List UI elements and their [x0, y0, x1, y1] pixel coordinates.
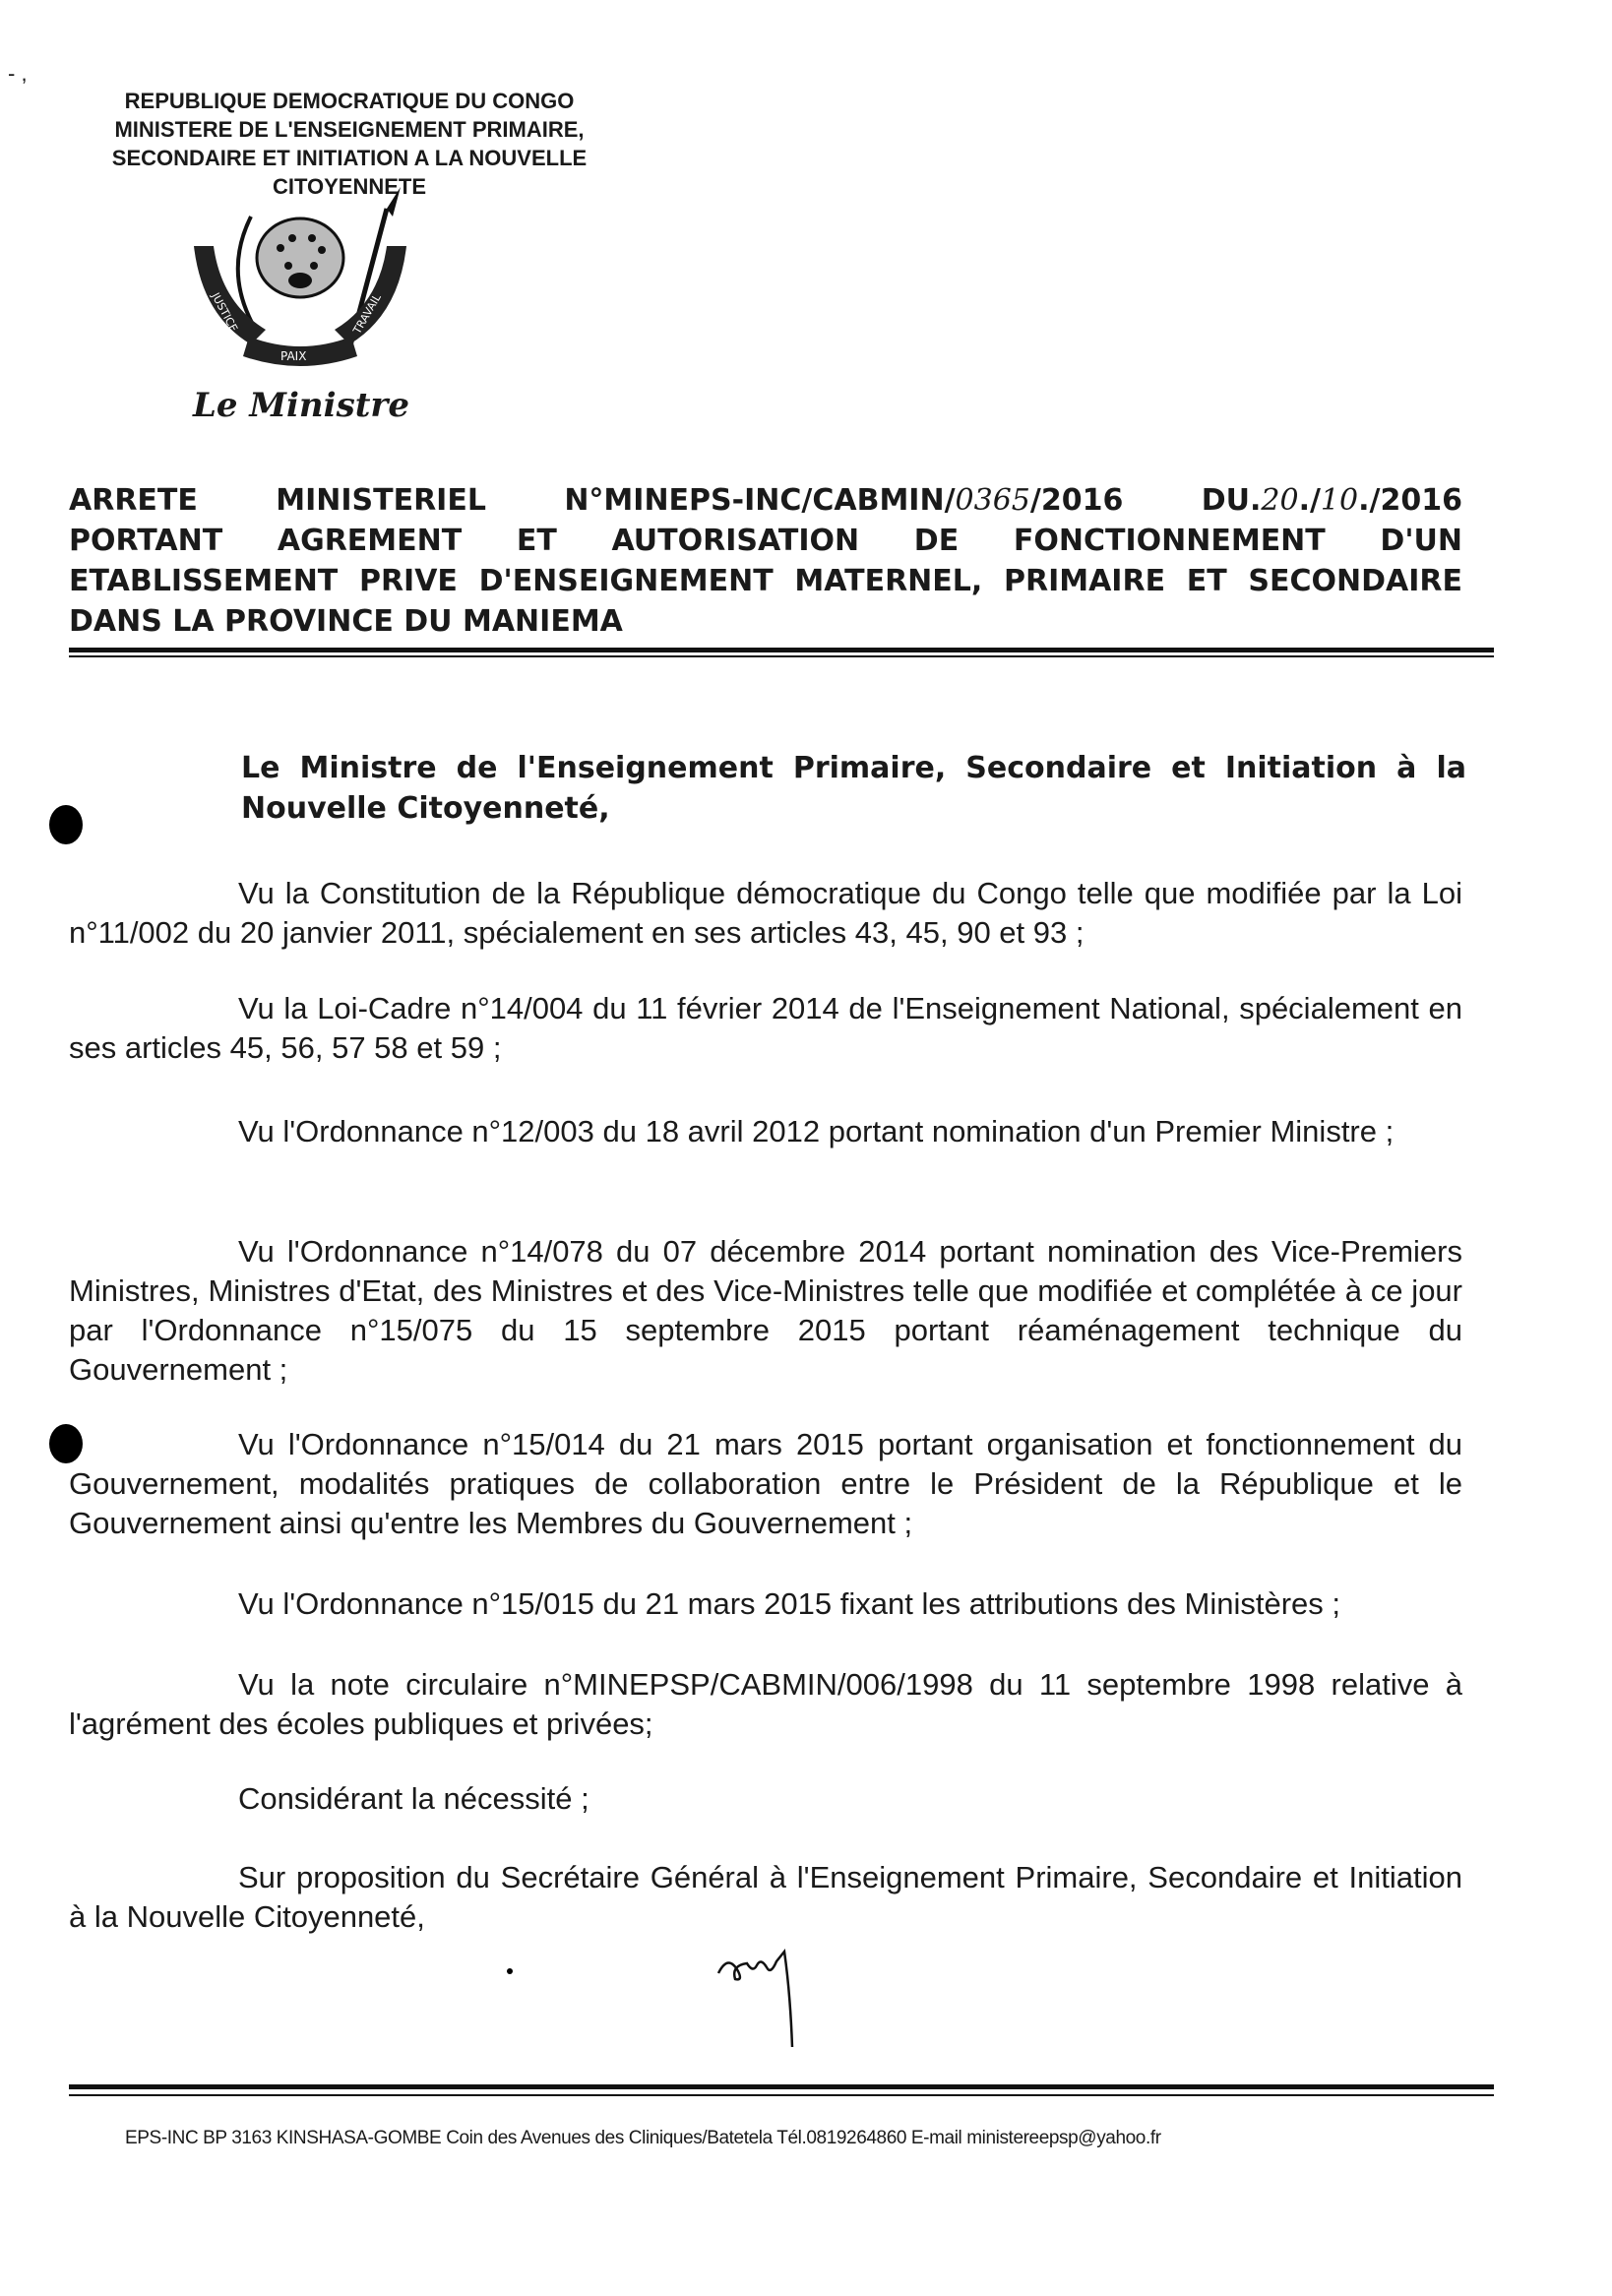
paragraph-constitution: Vu la Constitution de la République démocratique du Congo telle que modifiée par la Loi n°11/002 du 20 janvier 2011, spécialement en ses articles 43, 45, 90 et 93 ;: [69, 876, 1462, 950]
paragraph-ordonnance-nomination: Vu l'Ordonnance n°14/078 du 07 décembre 2014 portant nomination des Vice-Premiers Ministres, Ministres d'Etat, des Ministres et des Vice-Ministres telle que modifiée et complétée à ce jour par l'Ordonnance n°15/075 du 15 septembre 2015 portant réaménagement technique du Gouvernement ;: [69, 1234, 1462, 1387]
national-emblem-icon: [182, 187, 418, 379]
footer-divider-thick: [69, 2084, 1494, 2089]
handwritten-month: 10: [1320, 483, 1359, 518]
motto-left: JUSTICE: [209, 290, 240, 335]
decree-date: DU.20./10./2016: [1201, 483, 1462, 518]
title-line-4: DANS LA PROVINCE DU MANIEMA: [69, 604, 623, 639]
title-line-3: ETABLISSEMENT PRIVE D'ENSEIGNEMENT MATERNEL, PRIMAIRE ET SECONDAIRE: [69, 564, 1462, 598]
scan-marks: ‑ ,: [8, 61, 28, 86]
letterhead-line: SECONDAIRE ET INITIATION A LA NOUVELLE: [111, 146, 588, 170]
signatory-title: Le Ministre: [193, 386, 409, 425]
handwritten-day: 20: [1261, 483, 1299, 518]
paragraph-loi-cadre: Vu la Loi-Cadre n°14/004 du 11 février 2014 de l'Enseignement National, spécialement en ses articles 45, 56, 57 58 et 59 ;: [69, 991, 1462, 1065]
paragraph-ordonnance-organisation: Vu l'Ordonnance n°15/014 du 21 mars 2015 portant organisation et fonctionnement du Gouvernement, modalités pratiques de collaboration entre le Président de la République et le Gouvernement ainsi qu'entre les Membres du Gouvernement ;: [69, 1427, 1462, 1540]
decree-title: [69, 480, 1462, 642]
title-line-2: PORTANT AGREMENT ET AUTORISATION DE FONCTIONNEMENT D'UN: [69, 524, 1462, 558]
title-word: MINISTERIEL: [276, 483, 486, 518]
letterhead-line: REPUBLIQUE DEMOCRATIQUE DU CONGO: [124, 89, 575, 113]
stray-mark: [507, 1968, 513, 1974]
paragraph-note-circulaire: Vu la note circulaire n°MINEPSP/CABMIN/006/1998 du 11 septembre 1998 relative à l'agrément des écoles publiques et privées;: [69, 1667, 1462, 1741]
motto-right: TRAVAIL: [350, 291, 384, 337]
title-word: ARRETE: [69, 483, 198, 518]
footer-contact: EPS-INC BP 3163 KINSHASA-GOMBE Coin des Avenues des Cliniques/Batetela Tél.0819264860 E-mail ministereepsp@yahoo.fr: [125, 2128, 1161, 2148]
decree-number: N°MINEPS-INC/CABMIN/0365/2016: [564, 483, 1124, 518]
handwritten-number: 0365: [955, 483, 1030, 518]
title-divider-thick: [69, 648, 1494, 652]
paragraph-proposition: Sur proposition du Secrétaire Général à l'Enseignement Primaire, Secondaire et Initiation à la Nouvelle Citoyenneté,: [69, 1860, 1462, 1934]
footer-divider-thin: [69, 2094, 1494, 2096]
title-line-1: [69, 480, 1462, 521]
letterhead-line: MINISTERE DE L'ENSEIGNEMENT PRIMAIRE,: [114, 117, 585, 142]
paragraph-ordonnance-attributions: Vu l'Ordonnance n°15/015 du 21 mars 2015 fixant les attributions des Ministères ;: [238, 1586, 1341, 1621]
letterhead-line: CITOYENNETE: [272, 174, 427, 199]
motto-bottom: PAIX: [280, 349, 307, 363]
initials-signature: [713, 1944, 812, 2052]
addressee: Le Ministre de l'Enseignement Primaire, Secondaire et Initiation à la Nouvelle Citoyenneté,: [241, 751, 1466, 826]
punch-hole-mark: [49, 805, 83, 844]
title-divider-thin: [69, 655, 1494, 657]
letterhead: [69, 87, 630, 201]
paragraph-ordonnance-premier-ministre: Vu l'Ordonnance n°12/003 du 18 avril 2012 portant nomination d'un Premier Ministre ;: [238, 1114, 1395, 1148]
paragraph-considerant: Considérant la nécessité ;: [238, 1781, 589, 1816]
